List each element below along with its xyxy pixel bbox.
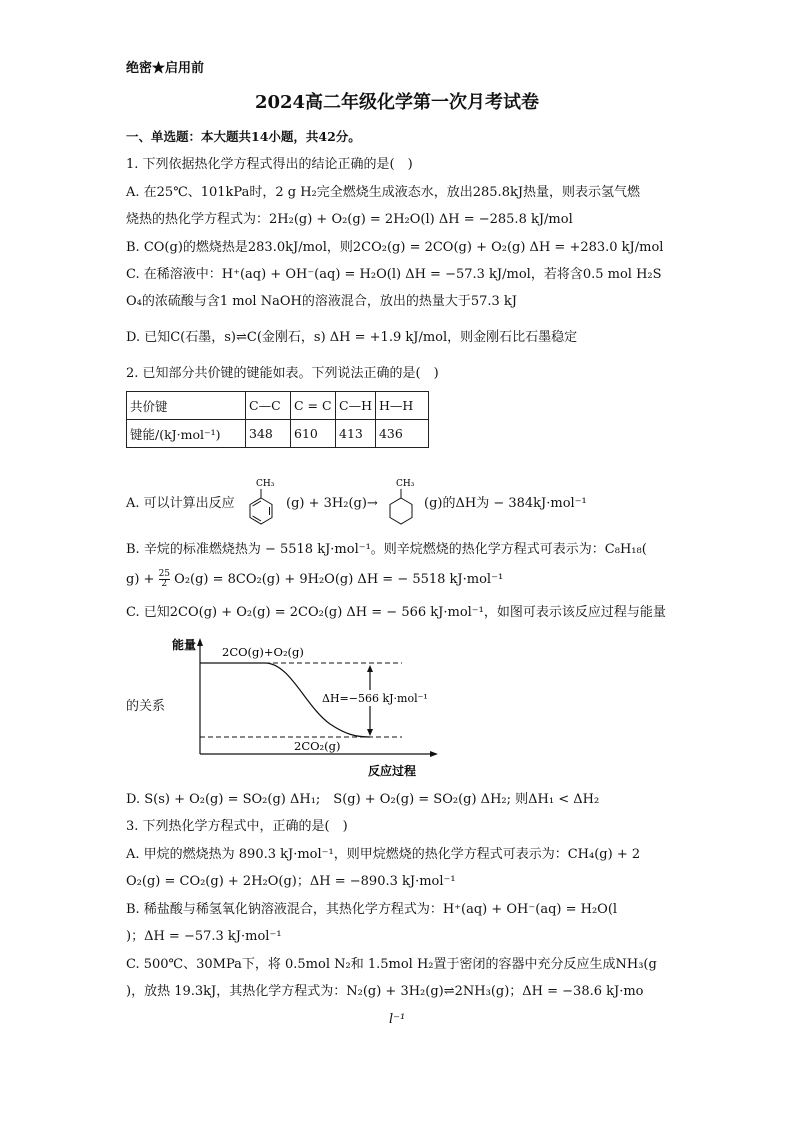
bottom-level-label: 2CO₂(g)	[294, 739, 341, 753]
table-cell: 键能/(kJ·mol⁻¹)	[127, 420, 246, 448]
arrow-head-top	[367, 665, 373, 672]
top-level-label: 2CO(g)+O₂(g)	[222, 645, 304, 659]
q3-option-c-line3: l⁻¹	[389, 1012, 406, 1027]
table-cell: 348	[246, 420, 291, 448]
table-cell: C—H	[336, 392, 376, 420]
q2-option-a-mid: (g) + 3H₂(g)→	[286, 496, 378, 511]
y-axis-label: 能量	[172, 638, 197, 652]
bond-energy-table	[126, 391, 429, 448]
q1-option-a-line2: 烧热的热化学方程式为：2H₂(g) + O₂(g) = 2H₂O(l) ΔH = −285.8 kJ/mol	[126, 212, 573, 227]
toluene-structure	[244, 476, 278, 530]
q2-option-a-suffix: (g)的ΔH为 − 384kJ·mol⁻¹	[424, 496, 587, 511]
q2-option-a-prefix: A. 可以计算出反应	[126, 496, 235, 511]
q2-stem: 2. 已知部分共价键的键能如表。下列说法正确的是( )	[126, 366, 439, 381]
energy-diagram	[170, 636, 450, 780]
q2-option-c-line1: C. 已知2CO(g) + O₂(g) = 2CO₂(g) ΔH = − 566 kJ·mol⁻¹，如图可表示该反应过程与能量	[126, 605, 666, 620]
table-cell: C—C	[246, 392, 291, 420]
table-cell: 共价键	[127, 392, 246, 420]
table-row	[127, 392, 429, 420]
q3-stem: 3. 下列热化学方程式中，正确的是( )	[126, 819, 348, 834]
table-cell: 413	[336, 420, 376, 448]
x-axis-label: 反应过程	[368, 764, 417, 778]
q3-option-b-line2: )；ΔH = −57.3 kJ·mol⁻¹	[126, 929, 282, 944]
table-cell: C = C	[291, 392, 336, 420]
delta-h-label: ΔH=−566 kJ·mol⁻¹	[322, 692, 428, 705]
ch3-label: CH₃	[396, 479, 415, 489]
q1-stem: 1. 下列依据热化学方程式得出的结论正确的是( )	[126, 157, 413, 172]
table-cell: H—H	[375, 392, 428, 420]
fraction-num: 25	[158, 569, 171, 579]
q1-option-c-line1: C. 在稀溶液中：H⁺(aq) + OH⁻(aq) = H₂O(l) ΔH = −57.3 kJ/mol，若将含0.5 mol H₂S	[126, 267, 662, 282]
q3-option-a-line2: O₂(g) = CO₂(g) + 2H₂O(g)；ΔH = −890.3 kJ·mol⁻¹	[126, 874, 456, 889]
q3-option-c-line1: C. 500℃、30MPa下，将 0.5mol N₂和 1.5mol H₂置于密闭的容器中充分反应生成NH₃(g	[126, 957, 657, 972]
table-row	[127, 420, 429, 448]
table-cell: 436	[375, 420, 428, 448]
page-title: 2024高二年级化学第一次月考试卷	[254, 92, 540, 113]
q3-option-b-line1: B. 稀盐酸与稀氢氧化钠溶液混合，其热化学方程式为：H⁺(aq) + OH⁻(aq) = H₂O(l	[126, 902, 618, 917]
fraction-den: 2	[161, 579, 168, 589]
q2-b-post: O₂(g) = 8CO₂(g) + 9H₂O(g) ΔH = − 5518 kJ·mol⁻¹	[174, 572, 504, 587]
y-axis-arrow	[197, 638, 203, 646]
q2-b-pre: g) +	[126, 572, 155, 587]
q2-option-d: D. S(s) + O₂(g) = SO₂(g) ΔH₁; S(g) + O₂(g) = SO₂(g) ΔH₂; 则ΔH₁ < ΔH₂	[126, 792, 600, 807]
q1-option-c-line2: O₄的浓硫酸与含1 mol NaOH的溶液混合，放出的热量大于57.3 kJ	[126, 294, 518, 309]
ch3-label: CH₃	[256, 479, 275, 489]
q2-option-b-line1: B. 辛烷的标准燃烧热为 − 5518 kJ·mol⁻¹。则辛烷燃烧的热化学方程式可表示为：C₈H₁₈(	[126, 542, 647, 557]
table-cell: 610	[291, 420, 336, 448]
section-heading: 一、单选题：本大题共14小题，共42分。	[126, 129, 361, 144]
q2-option-b-line2	[126, 570, 503, 589]
arrow-head-bottom	[367, 729, 373, 736]
q1-option-a-line1: A. 在25℃、101kPa时，2 g H₂完全燃烧生成液态水，放出285.8kJ热量，则表示氢气燃	[126, 185, 641, 200]
methylcyclohexane-structure	[384, 476, 418, 530]
q3-option-a-line1: A. 甲烷的燃烧热为 890.3 kJ·mol⁻¹，则甲烷燃烧的热化学方程式可表示为：CH₄(g) + 2	[126, 847, 641, 862]
q1-option-b: B. CO(g)的燃烧热是283.0kJ/mol，则2CO₂(g) = 2CO(g) + O₂(g) ΔH = +283.0 kJ/mol	[126, 240, 664, 255]
q3-option-c-line2: )，放热 19.3kJ，其热化学方程式为：N₂(g) + 3H₂(g)⇌2NH₃(g)；ΔH = −38.6 kJ·mo	[126, 984, 644, 999]
q2-option-c-line2: 的关系	[126, 699, 166, 714]
q1-option-d: D. 已知C(石墨，s)⇌C(金刚石，s) ΔH = +1.9 kJ/mol，则金刚石比石墨稳定	[126, 330, 578, 345]
secret-mark: 绝密★启用前	[126, 61, 205, 76]
fraction	[159, 570, 170, 589]
x-axis-arrow	[430, 751, 438, 757]
